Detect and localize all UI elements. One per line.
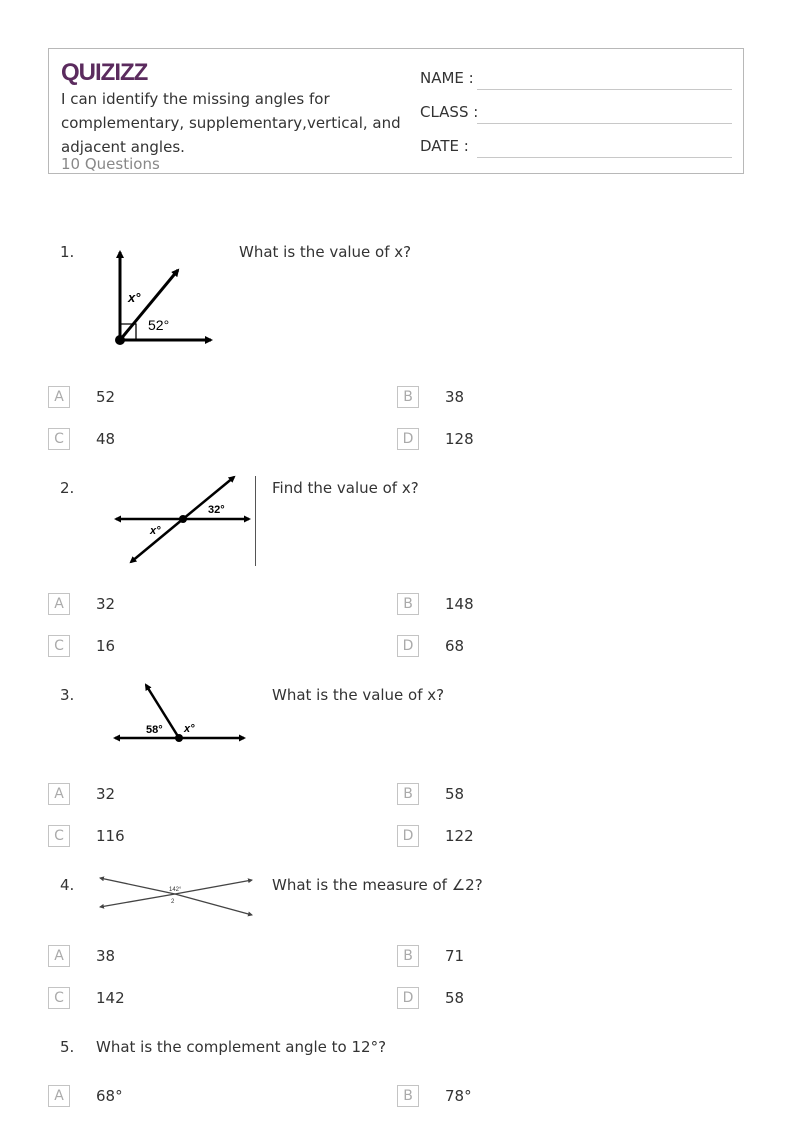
- figure-q4: [96, 870, 258, 924]
- option-c-text[interactable]: 48: [96, 430, 116, 448]
- option-letter-b[interactable]: B: [397, 945, 419, 967]
- option-letter-d[interactable]: D: [397, 635, 419, 657]
- question-count: 10 Questions: [61, 155, 160, 173]
- option-letter-c[interactable]: C: [48, 635, 70, 657]
- angle-x-label: x°: [184, 723, 195, 735]
- option-c-text[interactable]: 142: [96, 989, 125, 1007]
- option-d-text[interactable]: 122: [445, 827, 474, 845]
- option-b-text[interactable]: 71: [445, 947, 465, 965]
- class-label: CLASS :: [420, 103, 479, 121]
- figure-q1: [104, 244, 219, 356]
- option-letter-d[interactable]: D: [397, 987, 419, 1009]
- option-d-text[interactable]: 58: [445, 989, 465, 1007]
- question-text: What is the value of x?: [272, 686, 445, 704]
- option-letter-a[interactable]: A: [48, 945, 70, 967]
- option-letter-c[interactable]: C: [48, 428, 70, 450]
- option-letter-d[interactable]: D: [397, 825, 419, 847]
- class-line[interactable]: [477, 123, 732, 124]
- option-letter-c[interactable]: C: [48, 987, 70, 1009]
- option-c-text[interactable]: 116: [96, 827, 125, 845]
- option-letter-d[interactable]: D: [397, 428, 419, 450]
- worksheet-header: [48, 48, 744, 174]
- question-number: 3.: [60, 686, 75, 704]
- option-d-text[interactable]: 128: [445, 430, 474, 448]
- angle-58-label: 58°: [146, 724, 163, 736]
- name-label: NAME :: [420, 69, 474, 87]
- option-letter-a[interactable]: A: [48, 1085, 70, 1107]
- option-letter-b[interactable]: B: [397, 593, 419, 615]
- vertex-point: [115, 335, 125, 345]
- question-text: What is the complement angle to 12°?: [96, 1038, 387, 1056]
- figure-q2: [110, 470, 255, 574]
- line-1-left: [100, 878, 175, 894]
- line-2-right: [175, 880, 252, 894]
- intersection-point: [179, 515, 187, 523]
- option-a-text[interactable]: 68°: [96, 1087, 123, 1105]
- date-label: DATE :: [420, 137, 469, 155]
- quizizz-logo: [61, 59, 153, 89]
- option-letter-a[interactable]: A: [48, 783, 70, 805]
- option-b-text[interactable]: 38: [445, 388, 465, 406]
- date-line[interactable]: [477, 157, 732, 158]
- option-c-text[interactable]: 16: [96, 637, 116, 655]
- option-letter-a[interactable]: A: [48, 386, 70, 408]
- angle-x-label: x°: [128, 290, 141, 305]
- question-number: 2.: [60, 479, 75, 497]
- option-letter-b[interactable]: B: [397, 386, 419, 408]
- question-text: Find the value of x?: [272, 479, 419, 497]
- figure-divider: [255, 476, 256, 566]
- option-a-text[interactable]: 52: [96, 388, 116, 406]
- svg-text:QUIZIZZ: QUIZIZZ: [61, 59, 148, 85]
- option-letter-b[interactable]: B: [397, 1085, 419, 1107]
- angle-32-label: 32°: [208, 504, 225, 516]
- option-letter-c[interactable]: C: [48, 825, 70, 847]
- option-letter-b[interactable]: B: [397, 783, 419, 805]
- question-number: 4.: [60, 876, 75, 894]
- angle-52-label: 52°: [148, 317, 170, 333]
- option-b-text[interactable]: 58: [445, 785, 465, 803]
- question-text: What is the measure of ∠2?: [272, 876, 483, 894]
- option-a-text[interactable]: 32: [96, 785, 116, 803]
- option-letter-a[interactable]: A: [48, 593, 70, 615]
- angle-142-label: 142°: [169, 887, 182, 893]
- question-number: 1.: [60, 243, 75, 261]
- name-line[interactable]: [477, 89, 732, 90]
- option-b-text[interactable]: 78°: [445, 1087, 472, 1105]
- option-b-text[interactable]: 148: [445, 595, 474, 613]
- learning-objective: I can identify the missing angles for complementary, supplementary,vertical, and adjacent angles.: [61, 90, 401, 156]
- question-number: 5.: [60, 1038, 75, 1056]
- question-text: What is the value of x?: [239, 243, 412, 261]
- figure-q3: [110, 678, 250, 752]
- option-a-text[interactable]: 32: [96, 595, 116, 613]
- angle-2-label: 2: [171, 899, 175, 905]
- vertex-point: [175, 734, 183, 742]
- option-d-text[interactable]: 68: [445, 637, 465, 655]
- option-a-text[interactable]: 38: [96, 947, 116, 965]
- angle-x-label: x°: [150, 525, 161, 537]
- line-1-right: [175, 894, 252, 915]
- line-2-left: [100, 894, 175, 907]
